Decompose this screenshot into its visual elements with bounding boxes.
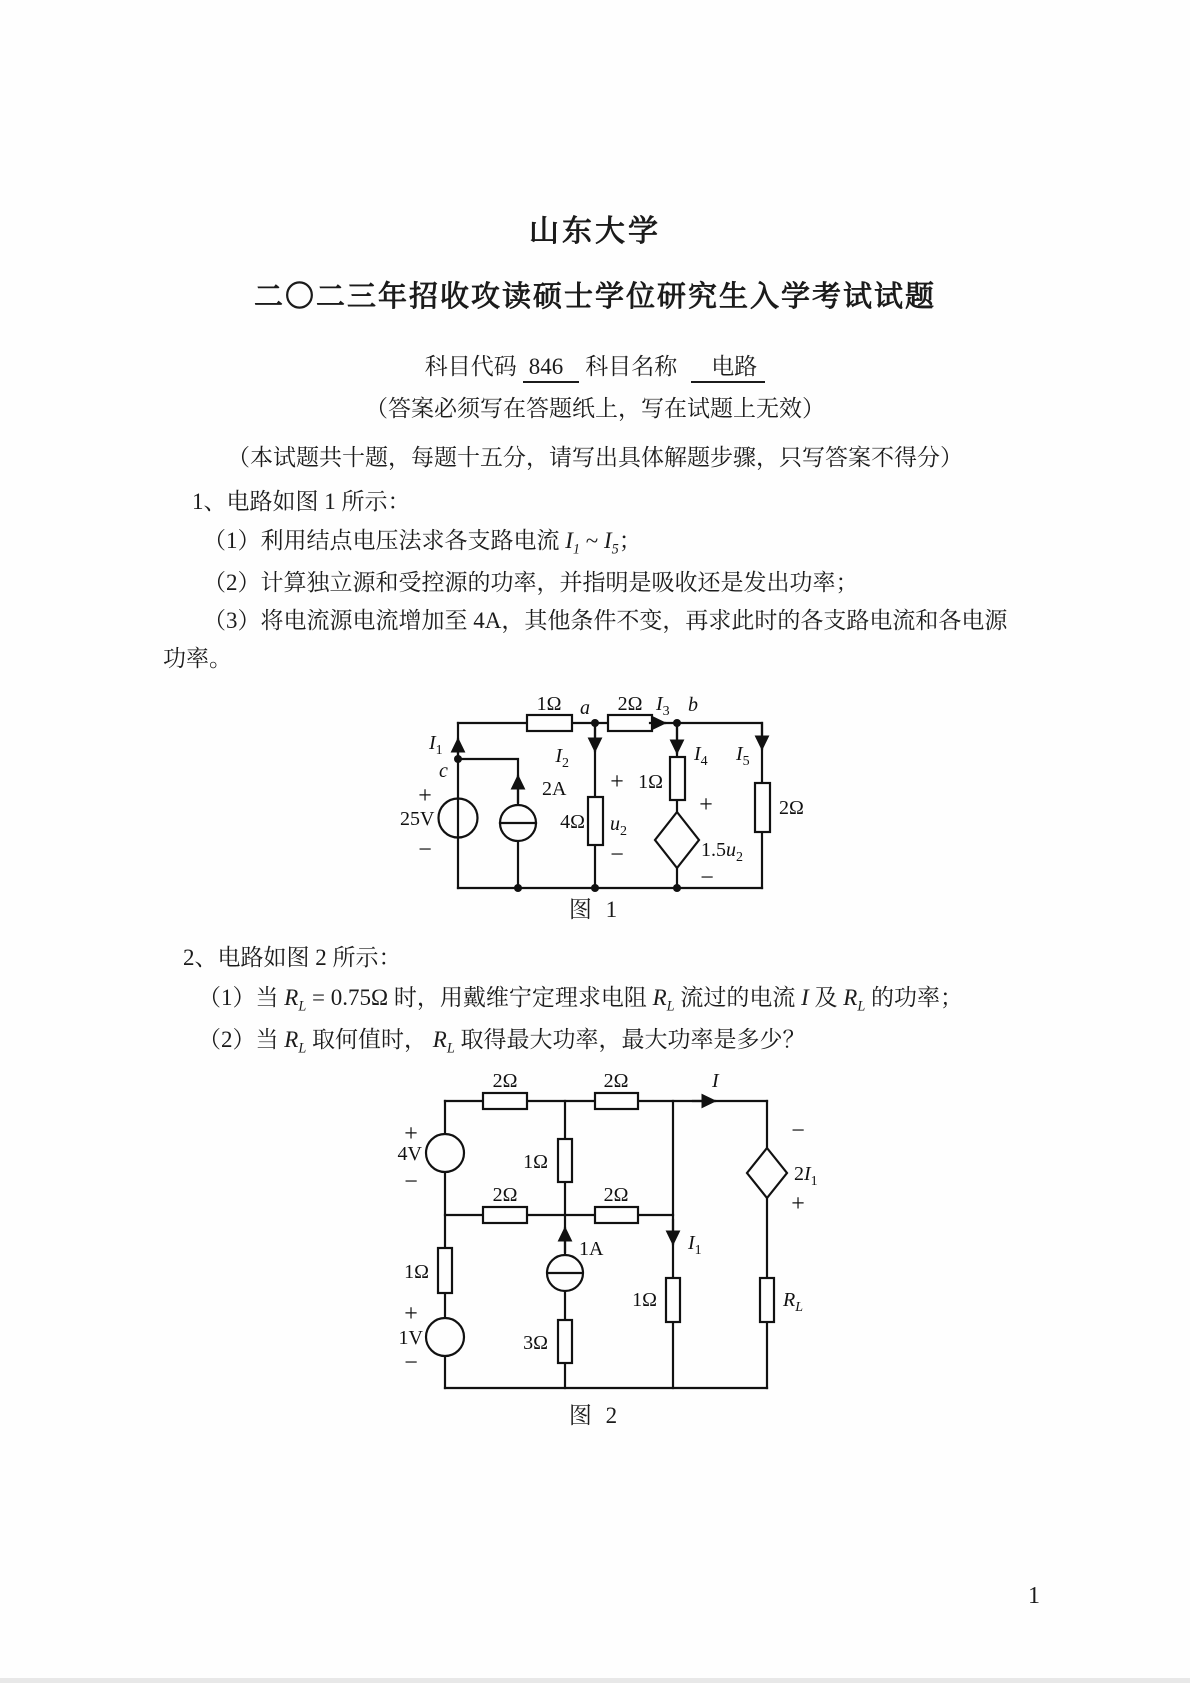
fig1-label-4ohm: 4Ω: [560, 811, 585, 833]
figure1-circuit-diagram: [395, 665, 815, 900]
fig2-label-1ohm-inner: 1Ω: [632, 1289, 657, 1311]
fig1-u2-plus-sign: +: [610, 769, 624, 795]
fig1-label-i5: $I_5$: [736, 743, 750, 769]
fig2-dependent-source-diamond: [747, 1148, 787, 1198]
subject-name-label: 科目名称: [585, 354, 678, 379]
exam-notice: （本试题共十题，每题十五分，请写出具体解题步骤，只写答案不得分）: [227, 445, 963, 470]
subject-line: [0, 348, 1190, 383]
subject-name-value: 电路: [691, 355, 765, 383]
fig1-resistor-2ohm-top: [608, 715, 652, 731]
fig1-label-i3: $I_3$: [656, 693, 670, 719]
fig1-label-2ohm-right: 2Ω: [779, 797, 804, 819]
fig1-label-2a: 2A: [542, 778, 567, 800]
fig2-dep-minus-sign: −: [791, 1118, 805, 1144]
fig1-label-node-c: c: [439, 760, 448, 782]
subject-code-value: 846: [523, 355, 580, 383]
question2-item2: （2）当 $R_L$ 取何值时， $R_L$ 取得最大功率，最大功率是多少？: [198, 1027, 806, 1057]
fig2-label-4v: 4V: [397, 1143, 422, 1165]
fig1-resistor-1ohm-b: [670, 757, 685, 800]
fig2-label-2ohm-mid-left: 2Ω: [492, 1184, 518, 1206]
fig1-label-dep-source: $1.5u_2$: [701, 839, 743, 865]
fig2-4v-plus-sign: +: [404, 1121, 418, 1147]
fig1-label-node-b: b: [688, 694, 698, 716]
fig2-label-rl: $R_L$: [783, 1289, 804, 1315]
fig2-resistor-rl: [760, 1278, 774, 1322]
fig2-resistor-2ohm-top-left: [483, 1093, 527, 1109]
fig2-resistor-2ohm-mid-left: [483, 1207, 527, 1223]
figure2-circuit-diagram: [385, 1068, 825, 1398]
figure1-caption: 图 1: [568, 897, 622, 922]
fig1-label-i1: $I_1$: [429, 732, 443, 758]
page-number: 1: [1028, 1583, 1040, 1609]
fig1-label-i4: $I_4$: [694, 743, 708, 769]
fig1-node-b-dot: [673, 719, 681, 727]
scan-edge-artifact: [0, 1678, 1190, 1683]
fig1-label-u2: $u_2$: [610, 813, 627, 839]
fig1-label-2ohm-top: 2Ω: [617, 693, 643, 715]
fig2-4v-minus-sign: −: [404, 1169, 418, 1195]
fig2-resistor-1ohm-inner: [666, 1278, 680, 1322]
fig2-voltage-source-4v: [426, 1134, 464, 1172]
question2-stem: 2、电路如图 2 所示：: [183, 945, 402, 970]
fig1-label-25v: 25V: [400, 808, 435, 830]
fig2-resistor-1ohm-middle: [558, 1139, 572, 1182]
question1-stem: 1、电路如图 1 所示：: [192, 489, 411, 514]
question1-item3-cont: 功率。: [163, 646, 232, 671]
fig1-dep-plus-sign: +: [699, 792, 713, 818]
figure2-caption: 图 2: [568, 1403, 622, 1428]
fig2-label-2ohm-top-left: 2Ω: [492, 1070, 518, 1092]
fig1-25v-minus-sign: −: [418, 837, 432, 863]
fig1-node-a-dot: [591, 719, 599, 727]
answer-notice: （答案必须写在答题纸上，写在试题上无效）: [365, 396, 825, 421]
question1-item1: （1）利用结点电压法求各支路电流 $I_1$ ~ $I_5$；: [203, 528, 642, 558]
question1-item3: （3）将电流源电流增加至 4A，其他条件不变，再求此时的各支路电流和各电源: [203, 608, 1008, 633]
fig2-label-dep-source: $2I_1$: [794, 1163, 818, 1189]
fig2-resistor-3ohm: [558, 1320, 572, 1363]
fig1-25v-plus-sign: +: [418, 783, 432, 809]
fig1-node-c-dot: [454, 755, 462, 763]
fig2-label-2ohm-mid-right: 2Ω: [603, 1184, 629, 1206]
question2-item1: （1）当 $R_L = 0.75\Omega$ 时，用戴维宁定理求电阻 $R_L$ 流过的电流 I 及 $R_L$ 的功率；: [198, 985, 963, 1015]
fig2-resistor-2ohm-mid-right: [595, 1207, 638, 1223]
fig2-voltage-source-1v: [426, 1318, 464, 1356]
fig1-label-1ohm-top: 1Ω: [536, 693, 562, 715]
fig2-label-1a: 1A: [579, 1238, 604, 1260]
fig1-label-node-a: a: [580, 697, 590, 719]
fig2-dep-plus-sign: +: [791, 1191, 805, 1217]
subject-code-label: 科目代码: [424, 354, 517, 379]
fig2-label-2ohm-top-right: 2Ω: [603, 1070, 629, 1092]
fig2-label-1ohm-left: 1Ω: [404, 1261, 429, 1283]
university-title: 山东大学: [529, 214, 661, 249]
fig1-label-i2: $I_2$: [555, 745, 569, 771]
fig2-resistor-2ohm-top-right: [595, 1093, 638, 1109]
fig2-1v-minus-sign: −: [404, 1350, 418, 1376]
exam-title: 二〇二三年招收攻读硕士学位研究生入学考试试题: [253, 279, 936, 313]
fig2-label-1v: 1V: [398, 1327, 423, 1349]
fig1-dependent-source-diamond: [655, 812, 699, 868]
fig1-u2-minus-sign: −: [610, 842, 624, 868]
fig2-label-1ohm-middle: 1Ω: [523, 1151, 548, 1173]
fig2-1v-plus-sign: +: [404, 1301, 418, 1327]
fig2-label-i1: $I_1$: [688, 1232, 702, 1258]
fig1-label-1ohm-b: 1Ω: [638, 771, 663, 793]
fig2-label-3ohm: 3Ω: [523, 1332, 548, 1354]
fig2-resistor-1ohm-left: [438, 1248, 452, 1293]
fig2-label-i: I: [712, 1070, 719, 1092]
fig1-resistor-1ohm-top: [527, 715, 572, 731]
fig1-resistor-4ohm: [588, 797, 603, 845]
fig1-resistor-2ohm-right: [755, 783, 770, 832]
question1-item2: （2）计算独立源和受控源的功率，并指明是吸收还是发出功率；: [203, 570, 859, 595]
fig1-dep-minus-sign: −: [700, 865, 714, 891]
